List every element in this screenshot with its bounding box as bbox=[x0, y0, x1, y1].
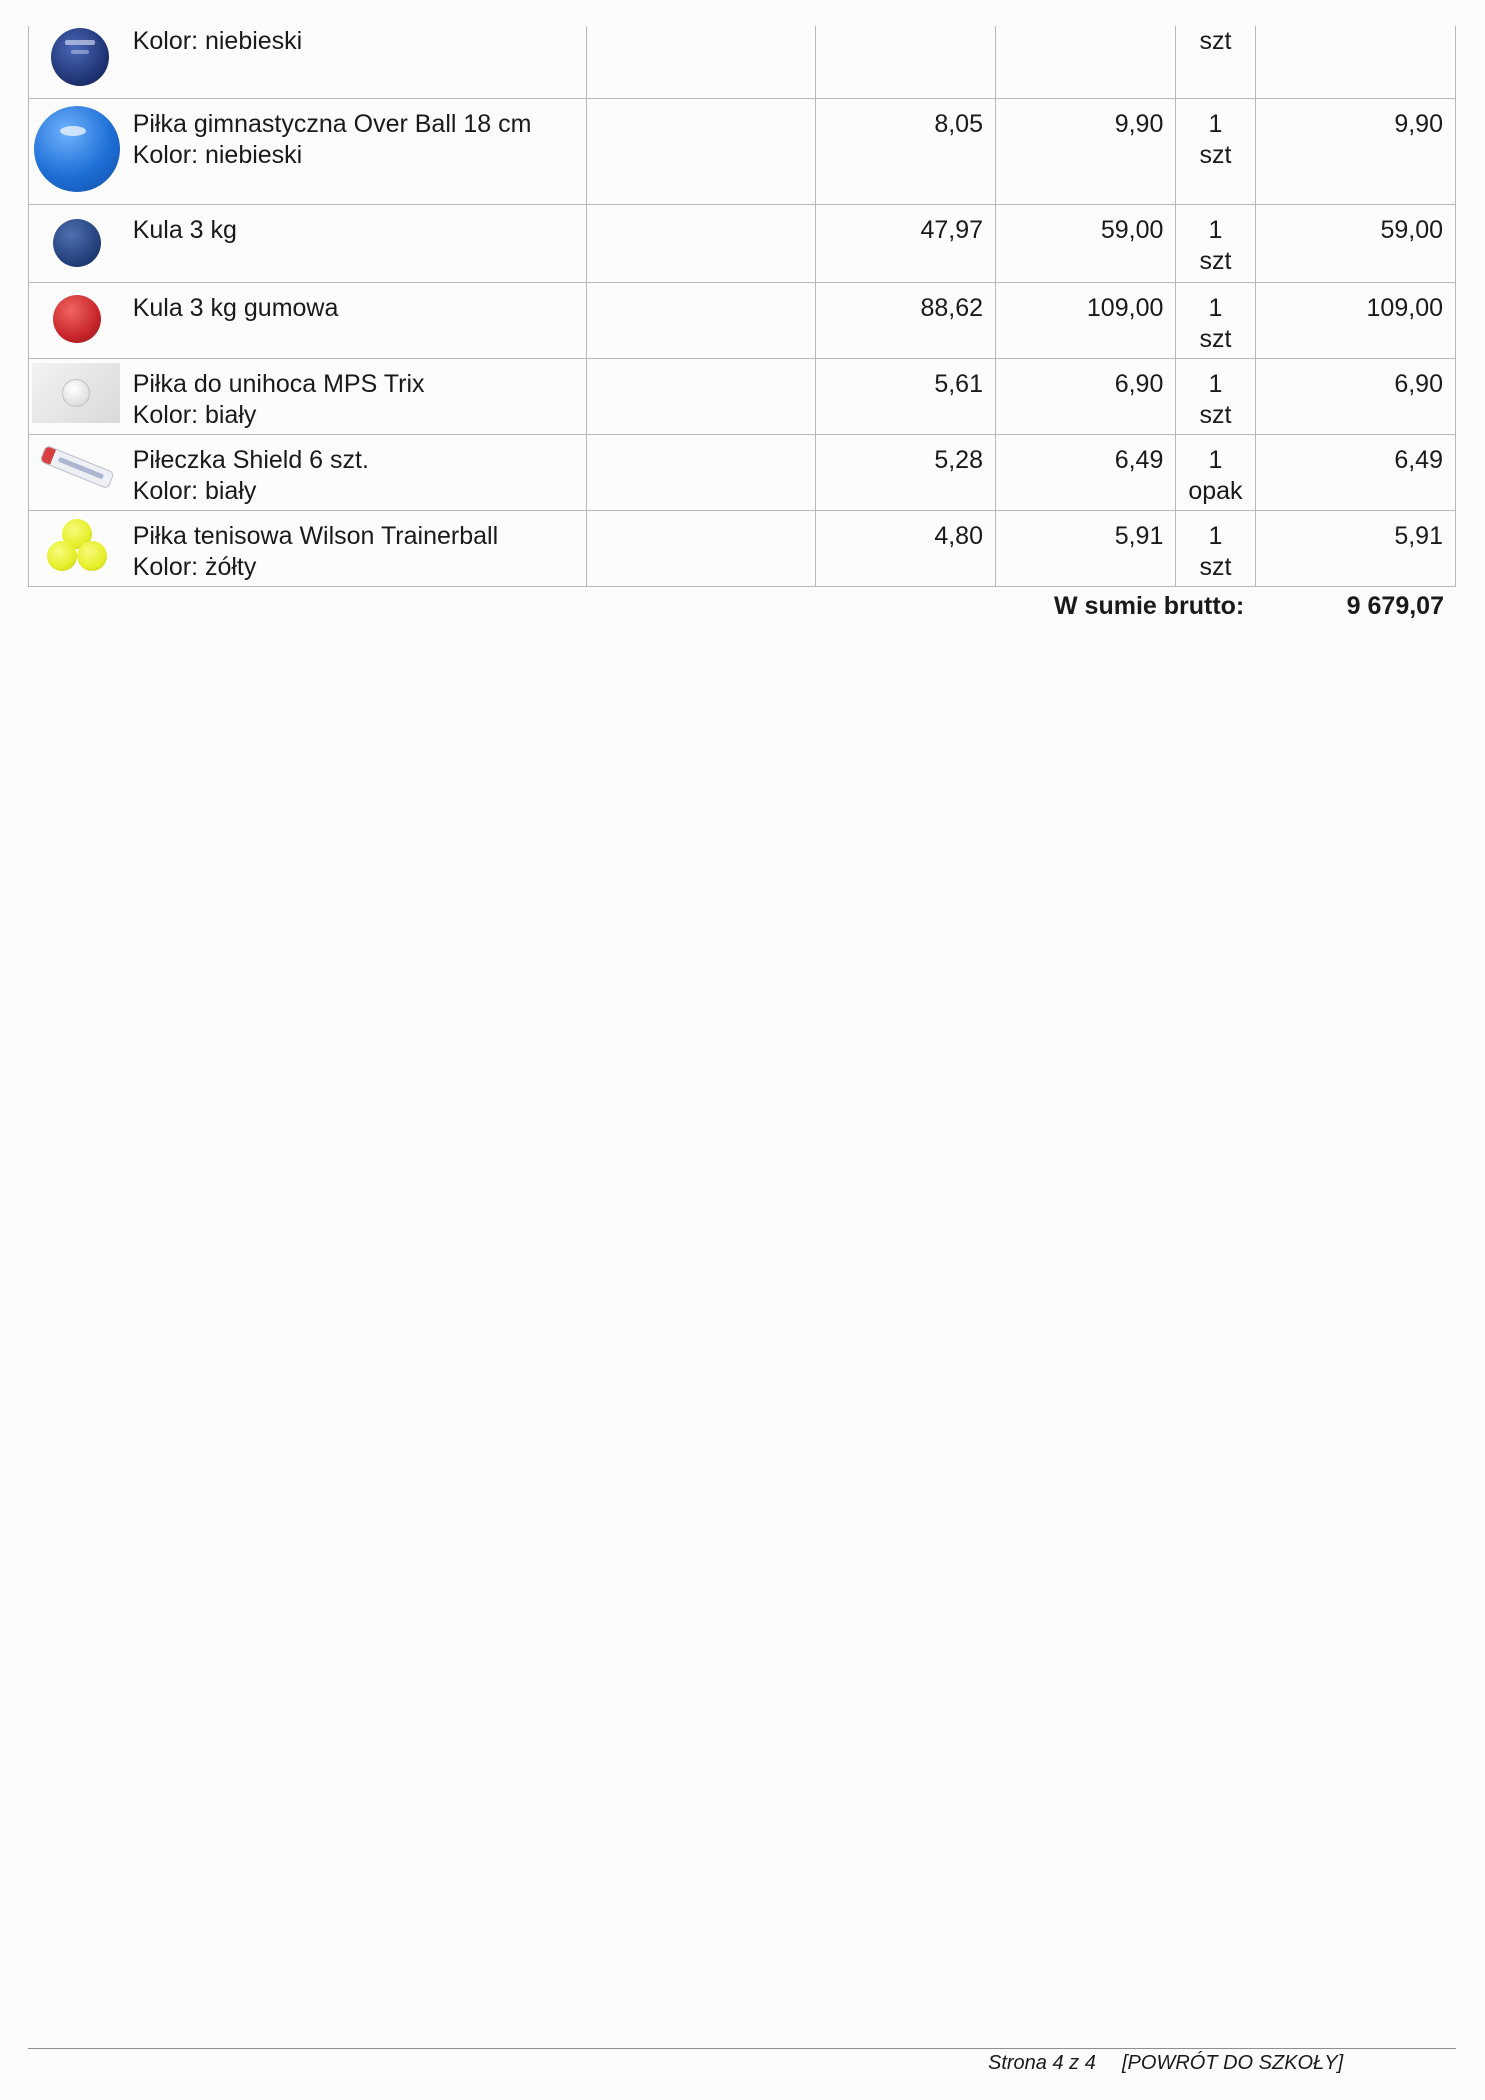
gross-total-value: 9 679,07 bbox=[1346, 592, 1444, 620]
product-name: Piłka do unihoca MPS Trix bbox=[132, 369, 425, 398]
empty-cell bbox=[587, 434, 815, 510]
row-total-cell: 109,00 bbox=[1255, 282, 1455, 358]
product-name-cell bbox=[129, 434, 587, 510]
yellow-tennis-balls-thumbnail-icon bbox=[45, 519, 111, 575]
table-row bbox=[29, 98, 1456, 204]
quantity-value: 1 bbox=[1208, 369, 1223, 398]
row-total-cell: 9,90 bbox=[1255, 98, 1455, 204]
quantity-unit: szt bbox=[1199, 324, 1232, 353]
net-price-cell: 5,28 bbox=[815, 434, 995, 510]
product-name-cell bbox=[129, 510, 587, 586]
empty-cell bbox=[587, 510, 815, 586]
table-row bbox=[29, 434, 1456, 510]
net-price-cell: 8,05 bbox=[815, 98, 995, 204]
empty-cell bbox=[587, 282, 815, 358]
quantity-unit: szt bbox=[1199, 400, 1232, 429]
blue-ball-thumbnail-icon bbox=[51, 28, 109, 86]
blue-gym-ball-thumbnail-icon bbox=[34, 106, 120, 192]
row-total-cell bbox=[1255, 26, 1455, 98]
gross-price-cell bbox=[996, 26, 1176, 98]
row-total-cell: 59,00 bbox=[1255, 204, 1455, 282]
table-row bbox=[29, 358, 1456, 434]
product-color: Kolor: biały bbox=[132, 476, 257, 505]
page-indicator: Strona 4 z 4 bbox=[988, 2052, 1096, 2074]
quantity-unit: szt bbox=[1199, 246, 1232, 275]
back-to-school-link[interactable]: [POWRÓT DO SZKOŁY] bbox=[1122, 2052, 1344, 2074]
gross-price-cell: 9,90 bbox=[996, 98, 1176, 204]
navy-shot-put-thumbnail-icon bbox=[53, 219, 101, 267]
net-price-cell bbox=[815, 26, 995, 98]
empty-cell bbox=[587, 358, 815, 434]
ball-tube-pack-thumbnail-icon bbox=[41, 446, 114, 488]
product-color: Kolor: niebieski bbox=[132, 27, 303, 55]
product-thumbnail-cell bbox=[29, 26, 129, 98]
quantity-value: 1 bbox=[1208, 445, 1223, 474]
net-price-cell: 5,61 bbox=[815, 358, 995, 434]
gross-price-cell: 6,49 bbox=[996, 434, 1176, 510]
product-name-cell bbox=[129, 204, 587, 282]
quantity-value: 1 bbox=[1208, 521, 1223, 550]
product-name-cell bbox=[129, 358, 587, 434]
table-row bbox=[29, 282, 1456, 358]
quantity-cell bbox=[1176, 434, 1255, 510]
table-row bbox=[29, 204, 1456, 282]
product-thumbnail-cell bbox=[29, 204, 129, 282]
gross-price-cell: 6,90 bbox=[996, 358, 1176, 434]
net-price-cell: 4,80 bbox=[815, 510, 995, 586]
product-thumbnail-cell bbox=[29, 282, 129, 358]
product-name: Piłeczka Shield 6 szt. bbox=[132, 445, 369, 474]
product-thumbnail-cell bbox=[29, 510, 129, 586]
product-color: Kolor: żółty bbox=[132, 552, 257, 581]
product-name: Kula 3 kg bbox=[132, 215, 237, 244]
product-thumbnail-cell bbox=[29, 358, 129, 434]
product-thumbnail-cell bbox=[29, 98, 129, 204]
empty-cell bbox=[587, 26, 815, 98]
quantity-cell bbox=[1176, 204, 1255, 282]
gross-total-label: W sumie brutto: bbox=[1054, 592, 1245, 620]
quantity-cell bbox=[1176, 358, 1255, 434]
product-name-cell bbox=[129, 26, 587, 98]
net-price-cell: 88,62 bbox=[815, 282, 995, 358]
row-total-cell: 6,49 bbox=[1255, 434, 1455, 510]
product-name: Piłka tenisowa Wilson Trainerball bbox=[132, 521, 499, 550]
quantity-unit: szt bbox=[1199, 27, 1232, 55]
row-total-cell: 6,90 bbox=[1255, 358, 1455, 434]
product-color: Kolor: biały bbox=[132, 400, 257, 429]
product-name-cell bbox=[129, 282, 587, 358]
empty-cell bbox=[587, 204, 815, 282]
white-floorball-thumbnail-icon bbox=[32, 363, 120, 423]
net-price-cell: 47,97 bbox=[815, 204, 995, 282]
table-row bbox=[29, 510, 1456, 586]
product-name: Piłka gimnastyczna Over Ball 18 cm bbox=[132, 109, 532, 138]
quantity-unit: szt bbox=[1199, 552, 1232, 581]
quantity-value: 1 bbox=[1208, 293, 1223, 322]
quantity-unit: opak bbox=[1188, 476, 1243, 505]
footer-divider bbox=[28, 2048, 1456, 2049]
table-row bbox=[29, 26, 1456, 98]
product-name: Kula 3 kg gumowa bbox=[132, 293, 339, 322]
gross-price-cell: 109,00 bbox=[996, 282, 1176, 358]
quantity-cell bbox=[1176, 282, 1255, 358]
quantity-cell bbox=[1176, 510, 1255, 586]
gross-price-cell: 59,00 bbox=[996, 204, 1176, 282]
quantity-cell bbox=[1176, 98, 1255, 204]
product-thumbnail-cell bbox=[29, 434, 129, 510]
red-rubber-shot-thumbnail-icon bbox=[53, 295, 101, 343]
product-name-cell bbox=[129, 98, 587, 204]
quantity-cell bbox=[1176, 26, 1255, 98]
product-color: Kolor: niebieski bbox=[132, 140, 303, 169]
gross-price-cell: 5,91 bbox=[996, 510, 1176, 586]
quantity-value: 1 bbox=[1208, 215, 1223, 244]
order-items-table bbox=[28, 26, 1456, 587]
row-total-cell: 5,91 bbox=[1255, 510, 1455, 586]
quantity-unit: szt bbox=[1199, 140, 1232, 169]
quantity-value: 1 bbox=[1208, 109, 1223, 138]
empty-cell bbox=[587, 98, 815, 204]
